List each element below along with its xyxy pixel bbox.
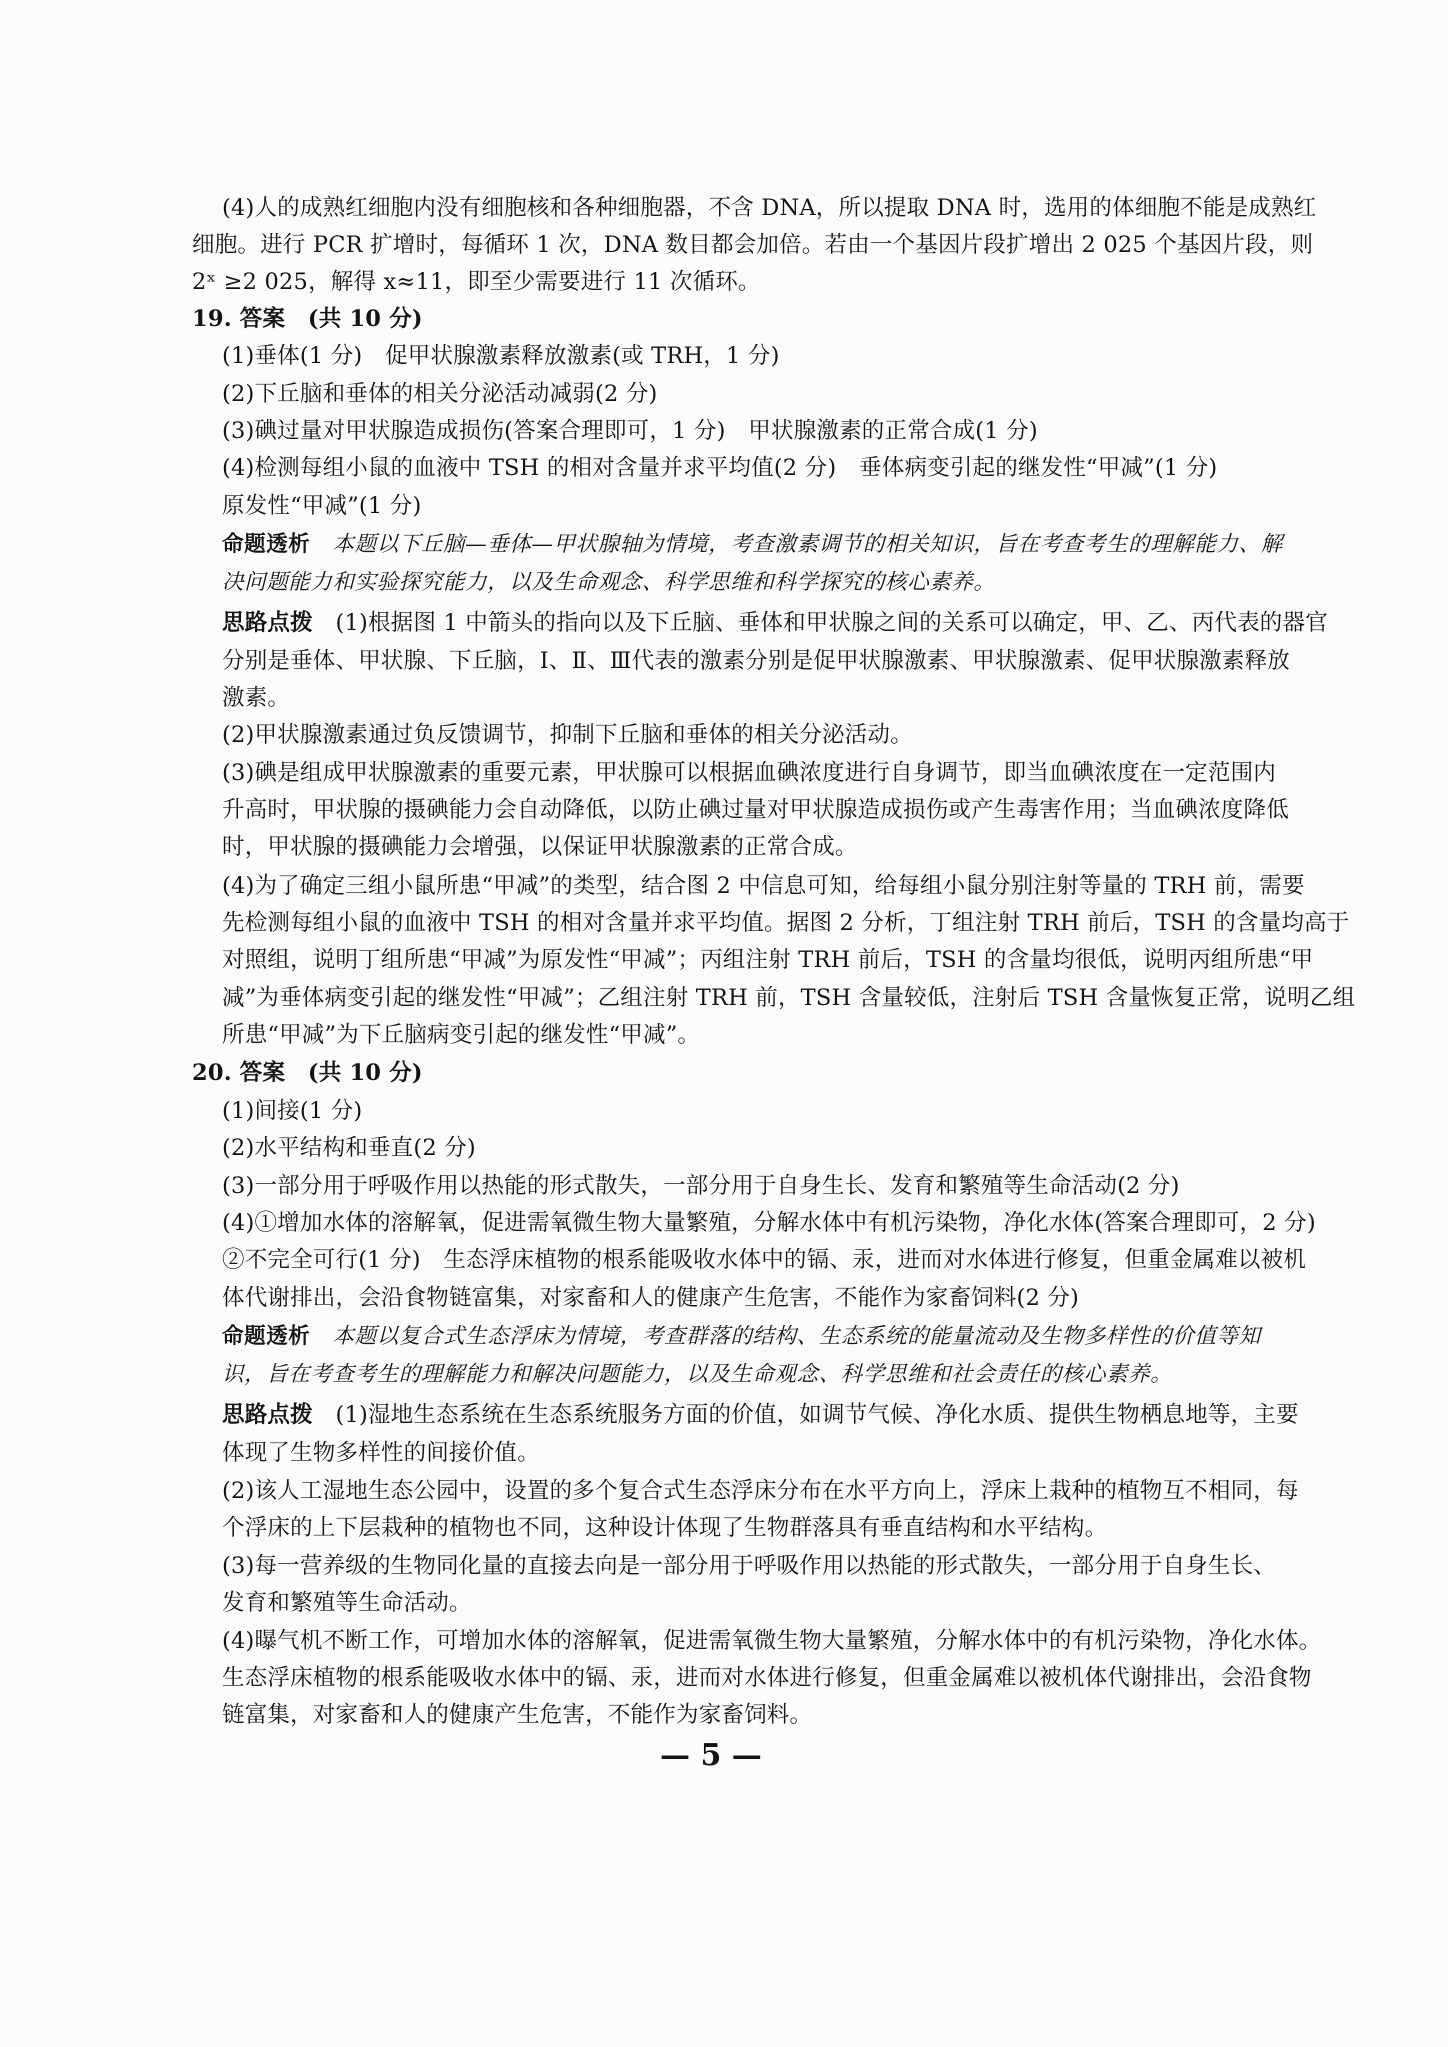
hint-text: (1)根据图 1 中箭头的指向以及下丘脑、垂体和甲状腺之间的关系可以确定，甲、乙、丙代表的器官: [335, 610, 1328, 636]
hint-line: [222, 608, 1328, 638]
hint-line: 发育和繁殖等生命活动。: [222, 1590, 472, 1616]
hint-line: (2)该人工湿地生态公园中，设置的多个复合式生态浮床分布在水平方向上，浮床上栽种的植物互不相同，每: [222, 1478, 1299, 1504]
analysis-text: 本题以复合式生态浮床为情境，考查群落的结构、生态系统的能量流动及生物多样性的价值等知: [332, 1324, 1261, 1349]
hint-line: 升高时，甲状腺的摄碘能力会自动降低，以防止碘过量对甲状腺造成损伤或产生毒害作用；当血碘浓度降低: [222, 797, 1289, 823]
hint-line: (3)每一营养级的生物同化量的直接去向是一部分用于呼吸作用以热能的形式散失，一部分用于自身生长、: [222, 1553, 1276, 1579]
answer-line: 体代谢排出，会沿食物链富集，对家畜和人的健康产生危害，不能作为家畜饲料(2 分): [222, 1285, 1080, 1311]
answer-line: ②不完全可行(1 分) 生态浮床植物的根系能吸收水体中的镉、汞，进而对水体进行修复，但重金属难以被机: [222, 1247, 1307, 1273]
answer-line: (4)检测每组小鼠的血液中 TSH 的相对含量并求平均值(2 分) 垂体病变引起的继发性“甲减”(1 分): [222, 455, 1218, 481]
answer-line: (3)一部分用于呼吸作用以热能的形式散失，一部分用于自身生长、发育和繁殖等生命活动(2 分): [222, 1173, 1180, 1199]
hint-label: 思路点拨: [222, 1402, 313, 1428]
answer-line: 原发性“甲减”(1 分): [222, 493, 422, 519]
hint-line: (2)甲状腺激素通过负反馈调节，抑制下丘脑和垂体的相关分泌活动。: [222, 722, 913, 748]
answer-line: (2)水平结构和垂直(2 分): [222, 1135, 476, 1161]
analysis-label: 命题透析: [222, 1324, 311, 1349]
analysis-label: 命题透析: [222, 532, 311, 557]
analysis-text: 本题以下丘脑—垂体—甲状腺轴为情境，考查激素调节的相关知识，旨在考查考生的理解能力、解: [332, 532, 1283, 557]
text-line: 细胞。进行 PCR 扩增时，每循环 1 次，DNA 数目都会加倍。若由一个基因片段扩增出 2 025 个基因片段，则: [192, 232, 1314, 258]
hint-line: 所患“甲减”为下丘脑病变引起的继发性“甲减”。: [222, 1022, 701, 1048]
hint-line: 对照组，说明丁组所患“甲减”为原发性“甲减”；丙组注射 TRH 前后，TSH 的含量均很低，说明丙组所患“甲: [222, 947, 1314, 973]
hint-line: 减”为垂体病变引起的继发性“甲减”；乙组注射 TRH 前，TSH 含量较低，注射后 TSH 含量恢复正常，说明乙组: [222, 985, 1356, 1011]
hint-line: (4)为了确定三组小鼠所患“甲减”的类型，结合图 2 中信息可知，给每组小鼠分别注射等量的 TRH 前，需要: [222, 873, 1305, 899]
text-line: (4)人的成熟红细胞内没有细胞核和各种细胞器，不含 DNA，所以提取 DNA 时，选用的体细胞不能是成熟红: [222, 195, 1317, 221]
hint-label: 思路点拨: [222, 610, 313, 636]
hint-line: 先检测每组小鼠的血液中 TSH 的相对含量并求平均值。据图 2 分析，丁组注射 TRH 前后，TSH 的含量均高于: [222, 910, 1350, 936]
question-19-heading: 19. 答案 (共 10 分): [192, 306, 423, 332]
hint-line: (3)碘是组成甲状腺激素的重要元素，甲状腺可以根据血碘浓度进行自身调节，即当血碘浓度在一定范围内: [222, 760, 1276, 786]
page-number: — 5 —: [660, 1738, 762, 1773]
hint-line: 个浮床的上下层栽种的植物也不同，这种设计体现了生物群落具有垂直结构和水平结构。: [222, 1515, 1108, 1541]
answer-line: (3)碘过量对甲状腺造成损伤(答案合理即可，1 分) 甲状腺激素的正常合成(1 分): [222, 418, 1038, 444]
hint-line: (4)曝气机不断工作，可增加水体的溶解氧，促进需氧微生物大量繁殖，分解水体中的有机污染物，净化水体。: [222, 1628, 1322, 1654]
hint-line: 链富集，对家畜和人的健康产生危害，不能作为家畜饲料。: [222, 1702, 813, 1728]
answer-line: (4)①增加水体的溶解氧，促进需氧微生物大量繁殖，分解水体中有机污染物，净化水体(答案合理即可，2 分): [222, 1210, 1316, 1236]
analysis-line: 识，旨在考查考生的理解能力和解决问题能力，以及生命观念、科学思维和社会责任的核心素养。: [222, 1362, 1173, 1387]
analysis-line: [222, 530, 1283, 560]
hint-line: 分别是垂体、甲状腺、下丘脑，Ⅰ、Ⅱ、Ⅲ代表的激素分别是促甲状腺激素、甲状腺激素、促甲状腺激素释放: [222, 648, 1290, 674]
question-20-heading: 20. 答案 (共 10 分): [192, 1060, 423, 1086]
hint-line: [222, 1400, 1299, 1430]
analysis-line: 决问题能力和实验探究能力，以及生命观念、科学思维和科学探究的核心素养。: [222, 570, 996, 595]
hint-line: 激素。: [222, 685, 291, 711]
answer-line: (2)下丘脑和垂体的相关分泌活动减弱(2 分): [222, 381, 658, 407]
hint-line: 体现了生物多样性的间接价值。: [222, 1440, 540, 1466]
hint-line: 生态浮床植物的根系能吸收水体中的镉、汞，进而对水体进行修复，但重金属难以被机体代谢排出，会沿食物: [222, 1665, 1312, 1691]
hint-line: 时，甲状腺的摄碘能力会增强，以保证甲状腺激素的正常合成。: [222, 834, 858, 860]
answer-line: (1)间接(1 分): [222, 1098, 363, 1124]
analysis-line: [222, 1322, 1261, 1352]
answer-line: (1)垂体(1 分) 促甲状腺激素释放激素(或 TRH，1 分): [222, 343, 780, 369]
text-line: 2ˣ ≥2 025，解得 x≈11，即至少需要进行 11 次循环。: [192, 269, 761, 295]
hint-text: (1)湿地生态系统在生态系统服务方面的价值，如调节气候、净化水质、提供生物栖息地等，主要: [335, 1402, 1299, 1428]
